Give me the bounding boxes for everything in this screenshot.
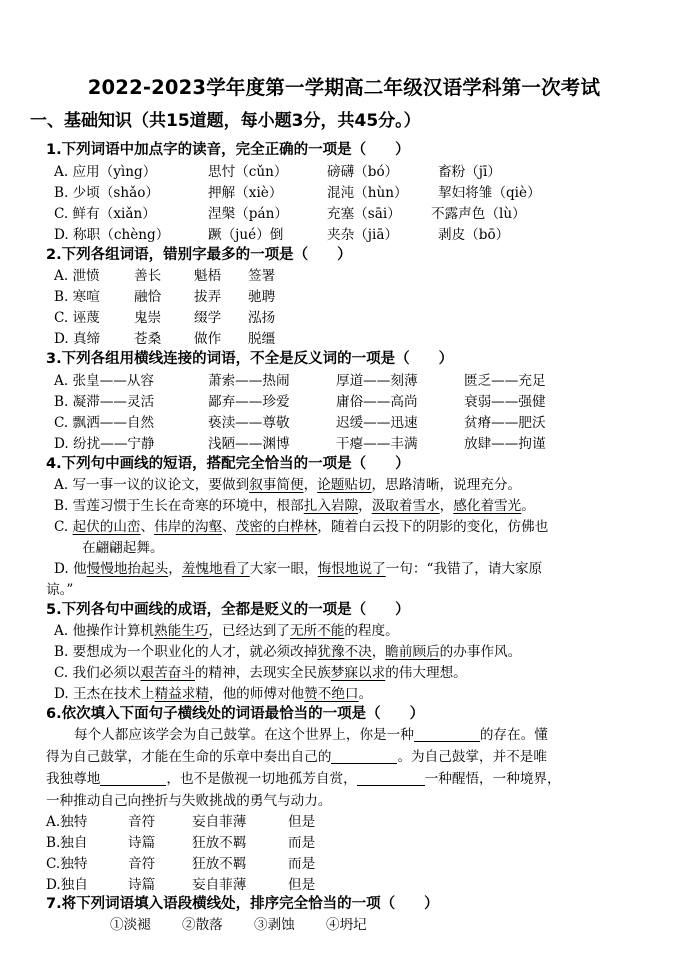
question-6-stem: 6.依次填入下面句子横线处的词语最恰当的一项是（ ） (46, 706, 425, 722)
question-5-option-a[interactable]: A. 他操作计算机熟能生巧，已经达到了无所不能的程度。 (54, 623, 399, 639)
question-6-passage-line-4: 一种推动自己向挫折与失败挑战的勇气与动力。 (46, 793, 332, 809)
question-6-passage-line-1: 每个人都应该学会为自己鼓掌。在这个世界上，你是一种 的存在。懂 (74, 727, 548, 743)
question-1-stem: 1.下列词语中加点字的读音，完全正确的一项是（ ） (46, 142, 410, 158)
fill-blank-4[interactable] (357, 771, 425, 786)
fill-blank-1[interactable] (414, 727, 480, 742)
question-3-stem: 3.下列各组用横线连接的词语，不全是反义词的一项是（ ） (46, 351, 454, 367)
question-4-option-c-continued: 在翩翩起舞。 (82, 540, 164, 556)
question-5-option-b[interactable]: B. 要想成为一个职业化的人才，就必须改掉犹豫不决，瞻前顾后的办事作风。 (54, 644, 522, 660)
question-4-option-c[interactable]: C. 起伏的山峦、伟岸的沟壑、茂密的白桦林，随着白云投下的阴影的变化，仿佛也 (54, 519, 549, 535)
question-4-stem: 4.下列句中画线的短语，搭配完全恰当的一项是（ ） (46, 456, 410, 472)
section-heading: 一、基础知识（共15道题，每小题3分，共45分。） (30, 111, 421, 131)
question-2-stem: 2.下列各组词语，错别字最多的一项是（ ） (46, 247, 352, 263)
question-7-stem: 7.将下列词语填入语段横线处，排序完全恰当的一项（ ） (46, 896, 439, 912)
exam-title: 2022-2023学年度第一学期高二年级汉语学科第一次考试 (87, 76, 601, 99)
question-5-option-c[interactable]: C. 我们必须以艰苦奋斗的精神，去现实全民族梦寐以求的伟大理想。 (54, 665, 467, 681)
question-4-option-a[interactable]: A. 写一事一议的议论文，要做到叙事简便，论题贴切，思路清晰，说理充分。 (54, 477, 522, 493)
question-6-passage-line-2: 得为自己鼓掌，才能在生命的乐章中奏出自己的 。为自己鼓掌，并不是唯 (46, 749, 547, 765)
question-4-option-d-continued: 谅。” (46, 582, 74, 598)
fill-blank-3[interactable] (100, 771, 166, 786)
question-5-stem: 5.下列各句中画线的成语，全都是贬义的一项是（ ） (46, 602, 410, 618)
question-6-passage-line-3: 我独尊地 ，也不是傲视一切地孤芳自赏， 一种醒悟，一种境界， (46, 771, 561, 787)
exam-page: 2022-2023学年度第一学期高二年级汉语学科第一次考试 一、基础知识（共15道题，每小题3分，共45分。） 1.下列词语中加点字的读音，完全正确的一项是（ ） A. 应用（yìng） 思忖（cǔn） 磅礴（bó） 畜粉（jī） B. 少顷（shǎo） 押解（xiè） 混沌（hùn） 挈妇将雏（qiè） C. 鲜有（xiǎn） 涅槃（pán） 充塞（sāi） 不露声色（lù） D. 称职（chèng） 蹶（jué）倒 夹杂（jiā） 剥皮（bō） 2.下列各组词语，错别字最多的一项是（ ） A. 泄愤 善长 魁梧 签署 B. 寒喧 融恰 拔弄 驰聘 C. 诬蔑 鬼崇 缀学 泓扬 D. 真缔 苍桑 做作 脱缰 3.下列各组用横线连接的词语，不全是反义词的一项是（ ） A. 张皇——从容 萧索——热闹 厚道——刻薄 匮乏——充足 B. 凝滞——灵活 鄙弃——珍爱 庸俗——高尚 衰弱——强健 C. 飘洒——自然 亵渎——尊敬 迟缓——迅速 贫瘠——肥沃 D. 纷扰——宁静 浅陋——渊博 干瘪——丰满 放肆——拘谨 4.下列句中画线的短语，搭配完全恰当的一项是（ ） A. 写一事一议的议论文，要做到叙事简便，论题贴切，思路清晰，说理充分。 B. 雪莲习惯于生长在奇寒的环境中，根部扎入岩隙，汲取着雪水，感化着雪光。 C. 起伏的山峦、伟岸的沟壑、茂密的白桦林，随着白云投下的阴影的变化，仿佛也 在翩翩起舞。 D. 他慢慢地抬起头，羞愧地看了大家一眼，悔恨地说了一句：“我错了，请大家原 谅。” 5.下列各句中画线的成语，全都是贬义的一项是（ ） A. 他操作计算机熟能生巧，已经达到了无所不能的程度。 B. 要想成为一个职业化的人才，就必须改掉犹豫不决，瞻前顾后的办事作风。 C. 我们必须以艰苦奋斗的精神，去现实全民族梦寐以求的伟大理想。 D. 王杰在技术上精益求精，他的师傅对他赞不绝口。 6.依次填入下面句子横线处的词语最恰当的一项是（ ） 每个人都应该学会为自己鼓掌。在这个世界上，你是一种 的存在。懂 得为自己鼓掌，才能在生命的乐章中奏出自己的 。为自己鼓掌，并不是唯 我独尊地 ，也不是傲视一切地孤芳自赏， 一种醒悟，一种境界， 一种推动自己向挫折与失败挑战的勇气与动力。 A.独特 音符 妄自菲薄 但是 B.独自 诗篇 狂放不羁 而是 C.独特 音符 狂放不羁 而是 D.独自 诗篇 妄自菲薄 但是 7.将下列词语填入语段横线处，排序完全恰当的一项（ ） ①淡褪 ②散落 ③剥蚀 ④坍圮 (0, 0, 688, 971)
fill-blank-2[interactable] (331, 749, 397, 764)
question-4-option-b[interactable]: B. 雪莲习惯于生长在奇寒的环境中，根部扎入岩隙，汲取着雪水，感化着雪光。 (54, 498, 535, 514)
question-4-option-d[interactable]: D. 他慢慢地抬起头，羞愧地看了大家一眼，悔恨地说了一句：“我错了，请大家原 (54, 561, 543, 577)
question-5-option-d[interactable]: D. 王杰在技术上精益求精，他的师傅对他赞不绝口。 (54, 686, 373, 702)
